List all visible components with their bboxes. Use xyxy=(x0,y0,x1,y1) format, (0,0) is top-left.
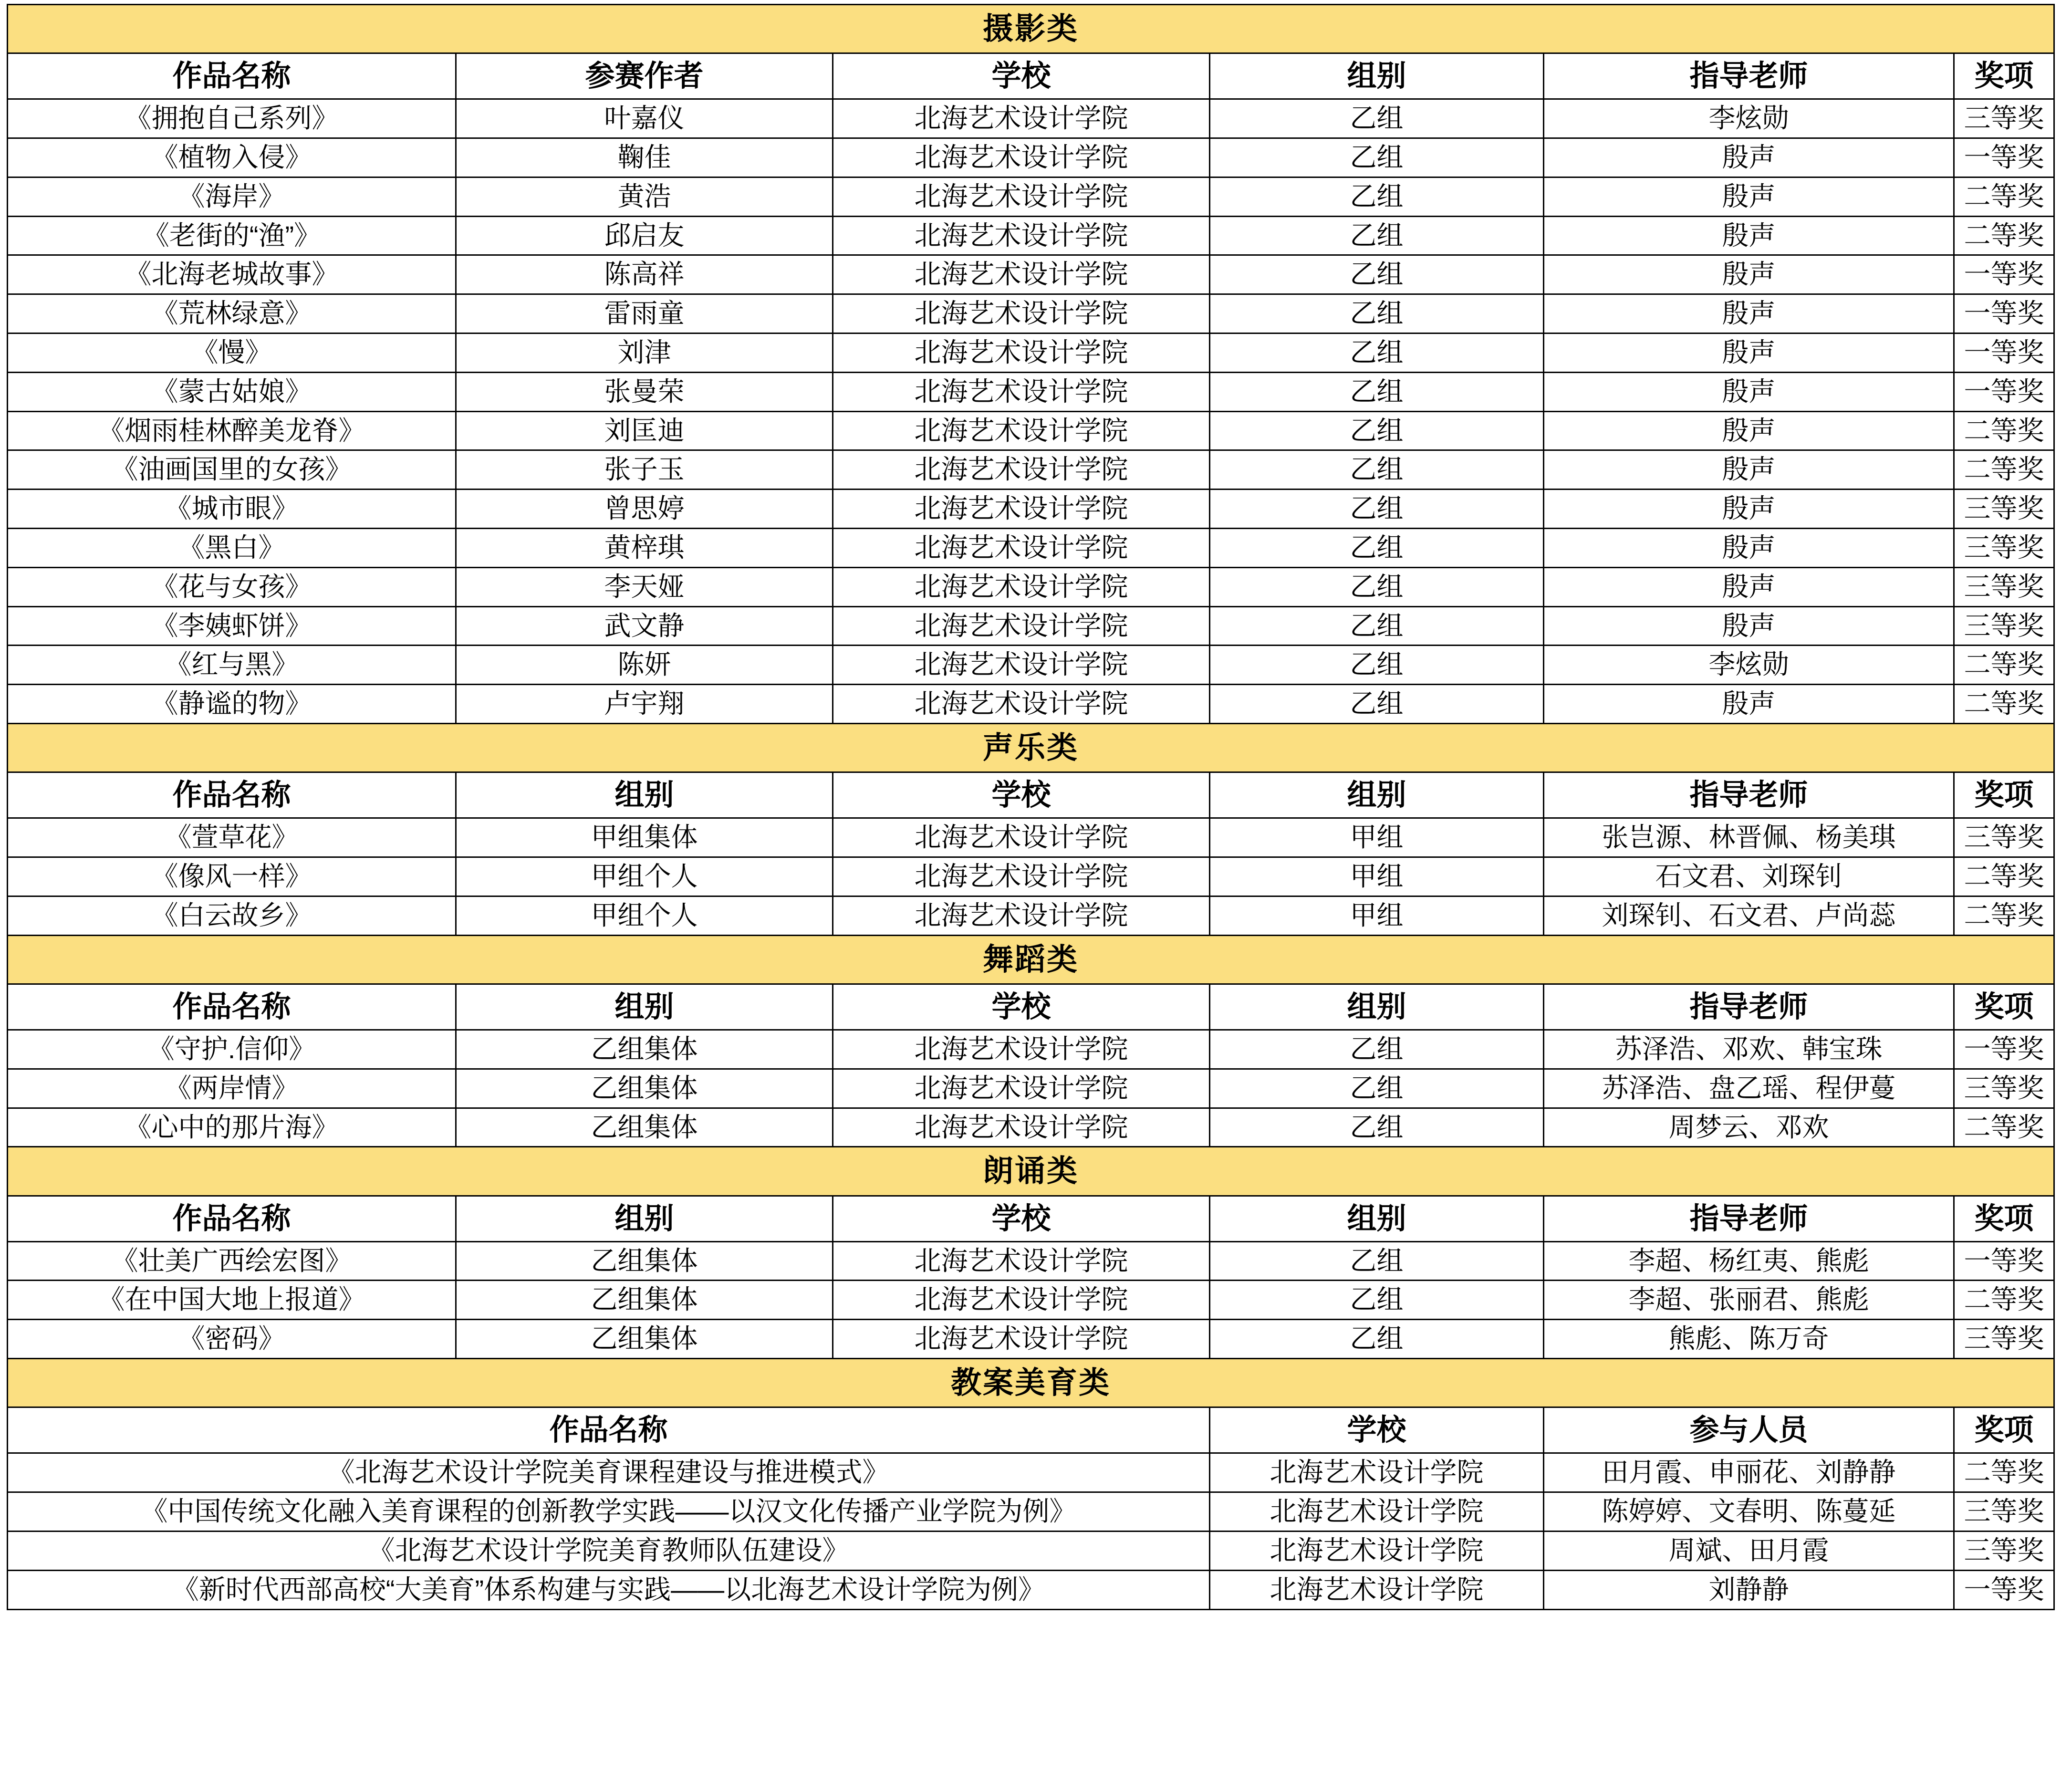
cell-指导老师: 殷声 xyxy=(1544,177,1954,216)
cell-学校: 北海艺术设计学院 xyxy=(833,896,1210,935)
cell-作品名称: 《新时代西部高校“大美育”体系构建与实践——以北海艺术设计学院为例》 xyxy=(8,1570,1210,1609)
table-row xyxy=(8,529,2054,568)
cell-组别: 甲组个人 xyxy=(456,896,833,935)
cell-奖项: 一等奖 xyxy=(1954,372,2054,411)
cell-作品名称: 《红与黑》 xyxy=(8,646,456,685)
awards-table xyxy=(7,4,2055,1610)
cell-学校: 北海艺术设计学院 xyxy=(833,606,1210,646)
cell-学校: 北海艺术设计学院 xyxy=(833,1069,1210,1108)
cell-奖项: 一等奖 xyxy=(1954,255,2054,294)
cell-学校: 北海艺术设计学院 xyxy=(833,372,1210,411)
table-row xyxy=(8,685,2054,724)
table-row xyxy=(8,138,2054,177)
cell-奖项: 二等奖 xyxy=(1954,177,2054,216)
cell-组别: 乙组 xyxy=(1210,1320,1544,1359)
cell-作品名称: 《萱草花》 xyxy=(8,818,456,857)
cell-作品名称: 《壮美广西绘宏图》 xyxy=(8,1241,456,1281)
table-row xyxy=(8,450,2054,490)
cell-指导老师: 张岂源、林晋佩、杨美琪 xyxy=(1544,818,1954,857)
cell-参赛作者: 刘匡迪 xyxy=(456,411,833,450)
section-title: 声乐类 xyxy=(8,724,2054,772)
column-header: 学校 xyxy=(833,984,1210,1030)
cell-作品名称: 《油画国里的女孩》 xyxy=(8,450,456,490)
column-header: 作品名称 xyxy=(8,772,456,818)
cell-作品名称: 《守护.信仰》 xyxy=(8,1030,456,1069)
cell-组别: 乙组 xyxy=(1210,646,1544,685)
cell-参赛作者: 刘津 xyxy=(456,333,833,373)
cell-组别: 甲组个人 xyxy=(456,857,833,896)
cell-学校: 北海艺术设计学院 xyxy=(833,138,1210,177)
cell-学校: 北海艺术设计学院 xyxy=(833,1030,1210,1069)
column-header: 学校 xyxy=(833,772,1210,818)
cell-组别: 乙组 xyxy=(1210,333,1544,373)
cell-学校: 北海艺术设计学院 xyxy=(833,1320,1210,1359)
cell-组别: 乙组 xyxy=(1210,1281,1544,1320)
cell-组别: 乙组 xyxy=(1210,138,1544,177)
cell-指导老师: 李超、张丽君、熊彪 xyxy=(1544,1281,1954,1320)
column-header: 组别 xyxy=(456,1196,833,1241)
column-header: 组别 xyxy=(1210,772,1544,818)
cell-作品名称: 《北海艺术设计学院美育教师队伍建设》 xyxy=(8,1531,1210,1570)
cell-学校: 北海艺术设计学院 xyxy=(833,177,1210,216)
cell-参与人员: 周斌、田月霞 xyxy=(1544,1531,1954,1570)
table-row xyxy=(8,1241,2054,1281)
cell-参赛作者: 邱启友 xyxy=(456,216,833,255)
cell-组别: 乙组 xyxy=(1210,490,1544,529)
table-row xyxy=(8,333,2054,373)
cell-奖项: 二等奖 xyxy=(1954,857,2054,896)
column-header: 指导老师 xyxy=(1544,984,1954,1030)
cell-作品名称: 《花与女孩》 xyxy=(8,567,456,606)
section-title: 舞蹈类 xyxy=(8,935,2054,984)
table-row xyxy=(8,606,2054,646)
cell-参赛作者: 叶嘉仪 xyxy=(456,99,833,138)
cell-指导老师: 李超、杨红夷、熊彪 xyxy=(1544,1241,1954,1281)
cell-组别: 乙组 xyxy=(1210,567,1544,606)
cell-作品名称: 《城市眼》 xyxy=(8,490,456,529)
cell-组别: 乙组集体 xyxy=(456,1069,833,1108)
cell-作品名称: 《烟雨桂林醉美龙脊》 xyxy=(8,411,456,450)
cell-指导老师: 李炫勋 xyxy=(1544,646,1954,685)
column-header: 学校 xyxy=(1210,1407,1544,1453)
cell-指导老师: 殷声 xyxy=(1544,138,1954,177)
cell-学校: 北海艺术设计学院 xyxy=(833,99,1210,138)
cell-学校: 北海艺术设计学院 xyxy=(833,216,1210,255)
cell-参与人员: 田月霞、申丽花、刘静静 xyxy=(1544,1453,1954,1492)
table-row xyxy=(8,99,2054,138)
cell-参赛作者: 张曼荣 xyxy=(456,372,833,411)
table-row xyxy=(8,1108,2054,1147)
section-title: 摄影类 xyxy=(8,5,2054,53)
section-title-row xyxy=(8,935,2054,984)
cell-组别: 乙组 xyxy=(1210,1069,1544,1108)
cell-指导老师: 殷声 xyxy=(1544,606,1954,646)
cell-指导老师: 殷声 xyxy=(1544,411,1954,450)
cell-奖项: 三等奖 xyxy=(1954,818,2054,857)
cell-奖项: 二等奖 xyxy=(1954,685,2054,724)
cell-学校: 北海艺术设计学院 xyxy=(833,529,1210,568)
column-header: 组别 xyxy=(1210,984,1544,1030)
cell-参赛作者: 陈妍 xyxy=(456,646,833,685)
cell-奖项: 三等奖 xyxy=(1954,1320,2054,1359)
table-row xyxy=(8,255,2054,294)
cell-组别: 乙组 xyxy=(1210,529,1544,568)
table-row xyxy=(8,177,2054,216)
cell-学校: 北海艺术设计学院 xyxy=(833,646,1210,685)
cell-参与人员: 陈婷婷、文春明、陈蔓延 xyxy=(1544,1492,1954,1532)
cell-指导老师: 殷声 xyxy=(1544,529,1954,568)
column-header: 指导老师 xyxy=(1544,53,1954,99)
cell-参赛作者: 黄梓琪 xyxy=(456,529,833,568)
cell-学校: 北海艺术设计学院 xyxy=(833,1281,1210,1320)
cell-参赛作者: 曾思婷 xyxy=(456,490,833,529)
cell-作品名称: 《蒙古姑娘》 xyxy=(8,372,456,411)
cell-奖项: 三等奖 xyxy=(1954,567,2054,606)
column-header: 参与人员 xyxy=(1544,1407,1954,1453)
cell-组别: 乙组集体 xyxy=(456,1030,833,1069)
cell-组别: 乙组 xyxy=(1210,411,1544,450)
cell-组别: 乙组 xyxy=(1210,450,1544,490)
cell-奖项: 二等奖 xyxy=(1954,896,2054,935)
cell-指导老师: 刘琛钊、石文君、卢尚蕊 xyxy=(1544,896,1954,935)
cell-奖项: 二等奖 xyxy=(1954,1108,2054,1147)
column-header: 指导老师 xyxy=(1544,772,1954,818)
cell-学校: 北海艺术设计学院 xyxy=(1210,1492,1544,1532)
cell-指导老师: 周梦云、邓欢 xyxy=(1544,1108,1954,1147)
cell-作品名称: 《荒林绿意》 xyxy=(8,294,456,333)
cell-奖项: 二等奖 xyxy=(1954,646,2054,685)
cell-奖项: 三等奖 xyxy=(1954,99,2054,138)
cell-奖项: 一等奖 xyxy=(1954,1030,2054,1069)
cell-参赛作者: 黄浩 xyxy=(456,177,833,216)
cell-奖项: 一等奖 xyxy=(1954,333,2054,373)
column-header: 奖项 xyxy=(1954,1196,2054,1241)
cell-学校: 北海艺术设计学院 xyxy=(833,1241,1210,1281)
cell-作品名称: 《慢》 xyxy=(8,333,456,373)
cell-组别: 甲组 xyxy=(1210,818,1544,857)
cell-学校: 北海艺术设计学院 xyxy=(833,255,1210,294)
section-title-row xyxy=(8,1147,2054,1196)
table-row xyxy=(8,1030,2054,1069)
table-row xyxy=(8,1531,2054,1570)
table-row xyxy=(8,490,2054,529)
cell-作品名称: 《在中国大地上报道》 xyxy=(8,1281,456,1320)
table-row xyxy=(8,857,2054,896)
table-row xyxy=(8,1320,2054,1359)
cell-指导老师: 苏泽浩、邓欢、韩宝珠 xyxy=(1544,1030,1954,1069)
cell-指导老师: 熊彪、陈万奇 xyxy=(1544,1320,1954,1359)
cell-奖项: 三等奖 xyxy=(1954,1492,2054,1532)
cell-作品名称: 《白云故乡》 xyxy=(8,896,456,935)
cell-学校: 北海艺术设计学院 xyxy=(1210,1453,1544,1492)
cell-参赛作者: 武文静 xyxy=(456,606,833,646)
cell-组别: 乙组集体 xyxy=(456,1108,833,1147)
cell-奖项: 三等奖 xyxy=(1954,490,2054,529)
cell-参赛作者: 雷雨童 xyxy=(456,294,833,333)
column-header: 奖项 xyxy=(1954,984,2054,1030)
section-title: 教案美育类 xyxy=(8,1359,2054,1407)
cell-指导老师: 殷声 xyxy=(1544,216,1954,255)
cell-组别: 乙组 xyxy=(1210,99,1544,138)
table-row xyxy=(8,567,2054,606)
cell-组别: 乙组 xyxy=(1210,294,1544,333)
table-row xyxy=(8,896,2054,935)
cell-学校: 北海艺术设计学院 xyxy=(833,450,1210,490)
column-header: 作品名称 xyxy=(8,1407,1210,1453)
cell-学校: 北海艺术设计学院 xyxy=(833,1108,1210,1147)
cell-组别: 乙组 xyxy=(1210,606,1544,646)
table-row xyxy=(8,1281,2054,1320)
cell-学校: 北海艺术设计学院 xyxy=(833,490,1210,529)
cell-奖项: 三等奖 xyxy=(1954,1069,2054,1108)
cell-奖项: 二等奖 xyxy=(1954,1453,2054,1492)
cell-作品名称: 《老街的“渔”》 xyxy=(8,216,456,255)
table-row xyxy=(8,1069,2054,1108)
cell-参赛作者: 张子玉 xyxy=(456,450,833,490)
column-header: 组别 xyxy=(456,984,833,1030)
cell-作品名称: 《植物入侵》 xyxy=(8,138,456,177)
cell-参赛作者: 李天娅 xyxy=(456,567,833,606)
section-title-row xyxy=(8,1359,2054,1407)
cell-学校: 北海艺术设计学院 xyxy=(833,411,1210,450)
cell-指导老师: 殷声 xyxy=(1544,294,1954,333)
cell-组别: 乙组集体 xyxy=(456,1320,833,1359)
cell-奖项: 三等奖 xyxy=(1954,1531,2054,1570)
cell-作品名称: 《海岸》 xyxy=(8,177,456,216)
cell-指导老师: 殷声 xyxy=(1544,567,1954,606)
column-header: 组别 xyxy=(456,772,833,818)
column-header-row xyxy=(8,772,2054,818)
cell-奖项: 二等奖 xyxy=(1954,411,2054,450)
cell-作品名称: 《黑白》 xyxy=(8,529,456,568)
column-header: 组别 xyxy=(1210,1196,1544,1241)
cell-作品名称: 《北海老城故事》 xyxy=(8,255,456,294)
cell-奖项: 一等奖 xyxy=(1954,1570,2054,1609)
column-header-row xyxy=(8,1196,2054,1241)
cell-指导老师: 殷声 xyxy=(1544,490,1954,529)
cell-作品名称: 《心中的那片海》 xyxy=(8,1108,456,1147)
cell-作品名称: 《李姨虾饼》 xyxy=(8,606,456,646)
column-header: 学校 xyxy=(833,1196,1210,1241)
cell-组别: 甲组 xyxy=(1210,857,1544,896)
cell-学校: 北海艺术设计学院 xyxy=(833,333,1210,373)
cell-组别: 乙组 xyxy=(1210,177,1544,216)
cell-学校: 北海艺术设计学院 xyxy=(1210,1531,1544,1570)
column-header: 组别 xyxy=(1210,53,1544,99)
cell-组别: 乙组 xyxy=(1210,255,1544,294)
cell-学校: 北海艺术设计学院 xyxy=(1210,1570,1544,1609)
section-title: 朗诵类 xyxy=(8,1147,2054,1196)
section-title-row xyxy=(8,724,2054,772)
cell-指导老师: 石文君、刘琛钊 xyxy=(1544,857,1954,896)
cell-奖项: 一等奖 xyxy=(1954,1241,2054,1281)
cell-学校: 北海艺术设计学院 xyxy=(833,567,1210,606)
table-row xyxy=(8,818,2054,857)
column-header-row xyxy=(8,984,2054,1030)
table-row xyxy=(8,216,2054,255)
column-header: 指导老师 xyxy=(1544,1196,1954,1241)
cell-作品名称: 《中国传统文化融入美育课程的创新教学实践——以汉文化传播产业学院为例》 xyxy=(8,1492,1210,1532)
cell-参赛作者: 卢宇翔 xyxy=(456,685,833,724)
cell-奖项: 一等奖 xyxy=(1954,294,2054,333)
cell-学校: 北海艺术设计学院 xyxy=(833,685,1210,724)
cell-组别: 乙组 xyxy=(1210,1241,1544,1281)
cell-作品名称: 《密码》 xyxy=(8,1320,456,1359)
cell-参赛作者: 鞠佳 xyxy=(456,138,833,177)
cell-组别: 乙组 xyxy=(1210,1030,1544,1069)
cell-学校: 北海艺术设计学院 xyxy=(833,857,1210,896)
cell-指导老师: 殷声 xyxy=(1544,372,1954,411)
table-row xyxy=(8,1453,2054,1492)
column-header: 作品名称 xyxy=(8,53,456,99)
cell-奖项: 三等奖 xyxy=(1954,529,2054,568)
cell-组别: 乙组 xyxy=(1210,685,1544,724)
column-header: 奖项 xyxy=(1954,772,2054,818)
cell-组别: 乙组集体 xyxy=(456,1281,833,1320)
table-row xyxy=(8,1570,2054,1609)
cell-学校: 北海艺术设计学院 xyxy=(833,818,1210,857)
column-header: 参赛作者 xyxy=(456,53,833,99)
column-header: 奖项 xyxy=(1954,1407,2054,1453)
cell-作品名称: 《北海艺术设计学院美育课程建设与推进模式》 xyxy=(8,1453,1210,1492)
cell-作品名称: 《拥抱自己系列》 xyxy=(8,99,456,138)
column-header: 作品名称 xyxy=(8,1196,456,1241)
cell-作品名称: 《静谧的物》 xyxy=(8,685,456,724)
table-row xyxy=(8,294,2054,333)
cell-组别: 甲组 xyxy=(1210,896,1544,935)
cell-指导老师: 殷声 xyxy=(1544,255,1954,294)
cell-指导老师: 苏泽浩、盘乙瑶、程伊蔓 xyxy=(1544,1069,1954,1108)
cell-作品名称: 《两岸情》 xyxy=(8,1069,456,1108)
cell-奖项: 二等奖 xyxy=(1954,216,2054,255)
section-title-row xyxy=(8,5,2054,53)
cell-组别: 乙组集体 xyxy=(456,1241,833,1281)
table-row xyxy=(8,411,2054,450)
cell-指导老师: 殷声 xyxy=(1544,333,1954,373)
table-row xyxy=(8,1492,2054,1532)
table-row xyxy=(8,372,2054,411)
cell-参与人员: 刘静静 xyxy=(1544,1570,1954,1609)
column-header: 作品名称 xyxy=(8,984,456,1030)
column-header-row xyxy=(8,53,2054,99)
cell-组别: 甲组集体 xyxy=(456,818,833,857)
cell-参赛作者: 陈高祥 xyxy=(456,255,833,294)
cell-指导老师: 殷声 xyxy=(1544,450,1954,490)
cell-组别: 乙组 xyxy=(1210,216,1544,255)
column-header-row xyxy=(8,1407,2054,1453)
cell-奖项: 二等奖 xyxy=(1954,1281,2054,1320)
cell-作品名称: 《像风一样》 xyxy=(8,857,456,896)
cell-奖项: 二等奖 xyxy=(1954,450,2054,490)
cell-组别: 乙组 xyxy=(1210,1108,1544,1147)
cell-奖项: 一等奖 xyxy=(1954,138,2054,177)
table-row xyxy=(8,646,2054,685)
cell-组别: 乙组 xyxy=(1210,372,1544,411)
column-header: 学校 xyxy=(833,53,1210,99)
column-header: 奖项 xyxy=(1954,53,2054,99)
cell-奖项: 三等奖 xyxy=(1954,606,2054,646)
cell-指导老师: 李炫勋 xyxy=(1544,99,1954,138)
cell-指导老师: 殷声 xyxy=(1544,685,1954,724)
cell-学校: 北海艺术设计学院 xyxy=(833,294,1210,333)
